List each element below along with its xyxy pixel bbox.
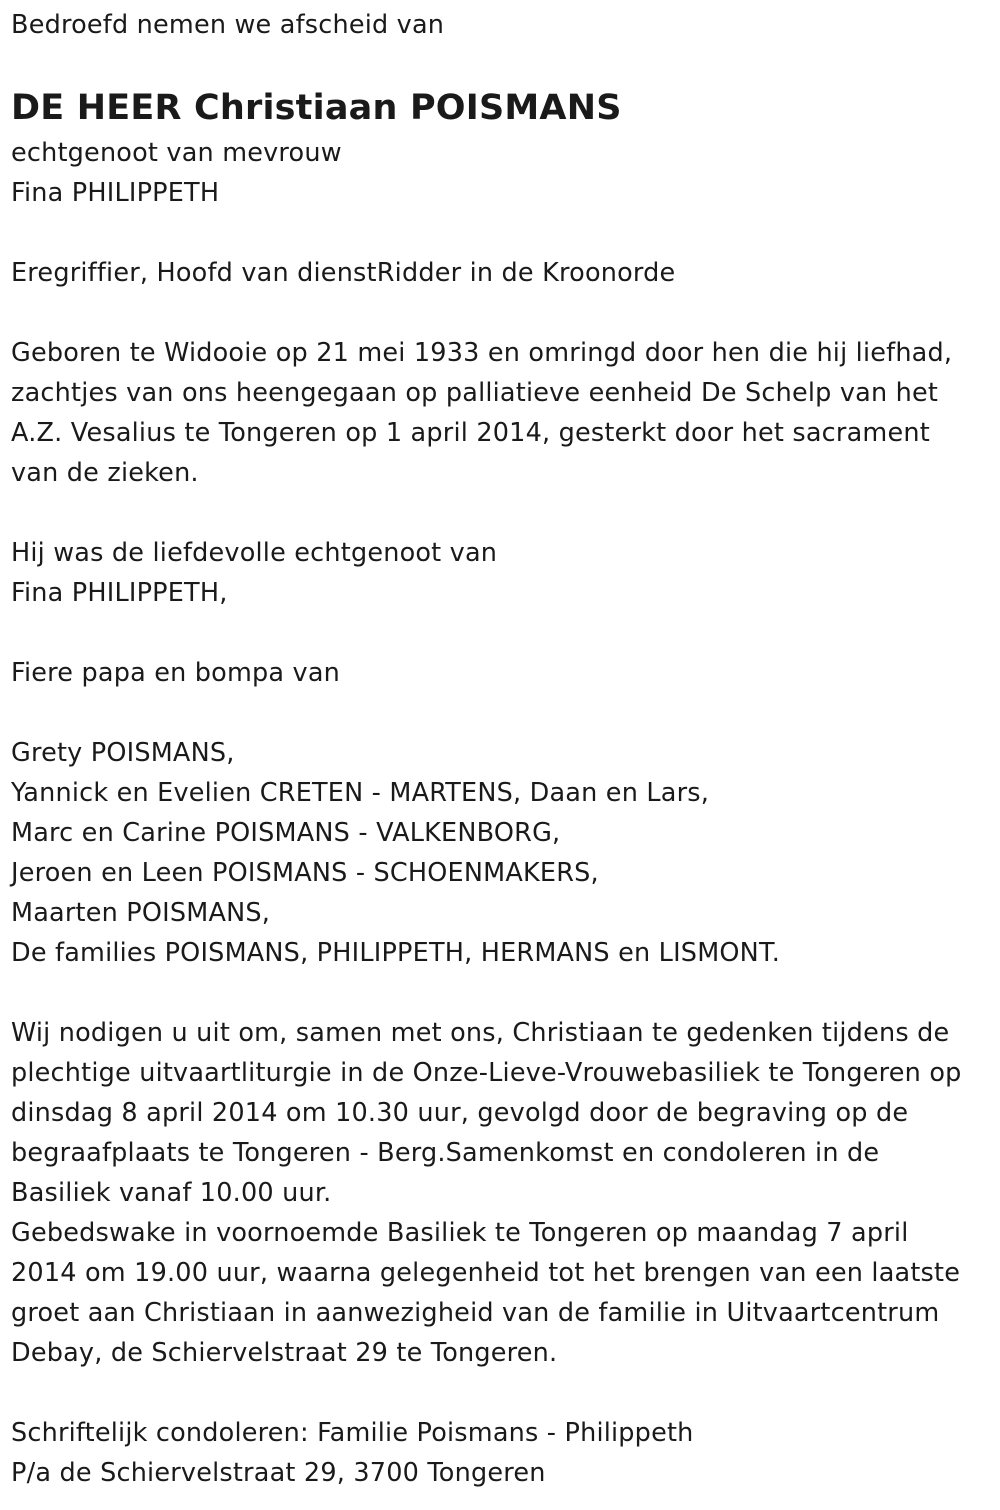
spouse-paragraph: [11, 533, 996, 613]
spacer: [11, 213, 996, 253]
paragraph-line: plechtige uitvaartliturgie in de Onze-Lieve-Vrouwebasiliek te Tongeren op: [11, 1058, 962, 1088]
intro-text: Bedroefd nemen we afscheid van: [11, 10, 445, 40]
paragraph-line: A.Z. Vesalius te Tongeren op 1 april 2014, gesterkt door het sacrament: [11, 418, 930, 448]
paragraph-line: Schriftelijk condoleren: Familie Poismans - Philippeth: [11, 1418, 694, 1448]
spacer: [11, 973, 996, 1013]
family-member: De families POISMANS, PHILIPPETH, HERMANS en LISMONT.: [11, 938, 781, 968]
spacer: [11, 293, 996, 333]
paragraph-line: dinsdag 8 april 2014 om 10.30 uur, gevolgd door de begraving op de: [11, 1098, 909, 1128]
paragraph-line: groet aan Christiaan in aanwezigheid van de familie in Uitvaartcentrum: [11, 1298, 940, 1328]
paragraph-line: 2014 om 19.00 uur, waarna gelegenheid tot het brengen van een laatste: [11, 1258, 961, 1288]
condolence-paragraph: [11, 1413, 996, 1493]
obituary-notice: [11, 0, 996, 1493]
paragraph-line: Fina PHILIPPETH,: [11, 578, 228, 608]
paragraph-line: Debay, de Schiervelstraat 29 te Tongeren.: [11, 1338, 558, 1368]
titles-line: Eregriffier, Hoofd van dienstRidder in de Kroonorde: [11, 258, 676, 288]
family-member: Marc en Carine POISMANS - VALKENBORG,: [11, 818, 561, 848]
spacer: [11, 493, 996, 533]
paragraph-line: Wij nodigen u uit om, samen met ons, Christiaan te gedenken tijdens de: [11, 1018, 950, 1048]
spacer: [11, 693, 996, 733]
paragraph-line: P/a de Schiervelstraat 29, 3700 Tongeren: [11, 1458, 546, 1488]
spouse-line: echtgenoot van mevrouw: [11, 138, 342, 168]
birth-death-paragraph: [11, 333, 996, 493]
paragraph-line: van de zieken.: [11, 458, 199, 488]
paragraph-line: Geboren te Widooie op 21 mei 1933 en omringd door hen die hij liefhad,: [11, 338, 953, 368]
paragraph-line: zachtjes van ons heengegaan op palliatieve eenheid De Schelp van het: [11, 378, 939, 408]
family-member: Jeroen en Leen POISMANS - SCHOENMAKERS,: [11, 858, 599, 888]
spacer: [11, 613, 996, 653]
paragraph-line: begraafplaats te Tongeren - Berg.Samenkomst en condoleren in de: [11, 1138, 880, 1168]
family-member: Yannick en Evelien CRETEN - MARTENS, Daan en Lars,: [11, 778, 710, 808]
paragraph-line: Gebedswake in voornoemde Basiliek te Tongeren op maandag 7 april: [11, 1218, 909, 1248]
family-intro: Fiere papa en bompa van: [11, 658, 341, 688]
paragraph-line: Hij was de liefdevolle echtgenoot van: [11, 538, 498, 568]
spacer: [11, 1373, 996, 1413]
spouse-line: Fina PHILIPPETH: [11, 178, 220, 208]
family-member: Grety POISMANS,: [11, 738, 235, 768]
ceremony-paragraph: [11, 1013, 996, 1373]
family-list: [11, 733, 996, 973]
family-member: Maarten POISMANS,: [11, 898, 271, 928]
deceased-name: DE HEER Christiaan POISMANS: [11, 88, 622, 128]
paragraph-line: Basiliek vanaf 10.00 uur.: [11, 1178, 332, 1208]
